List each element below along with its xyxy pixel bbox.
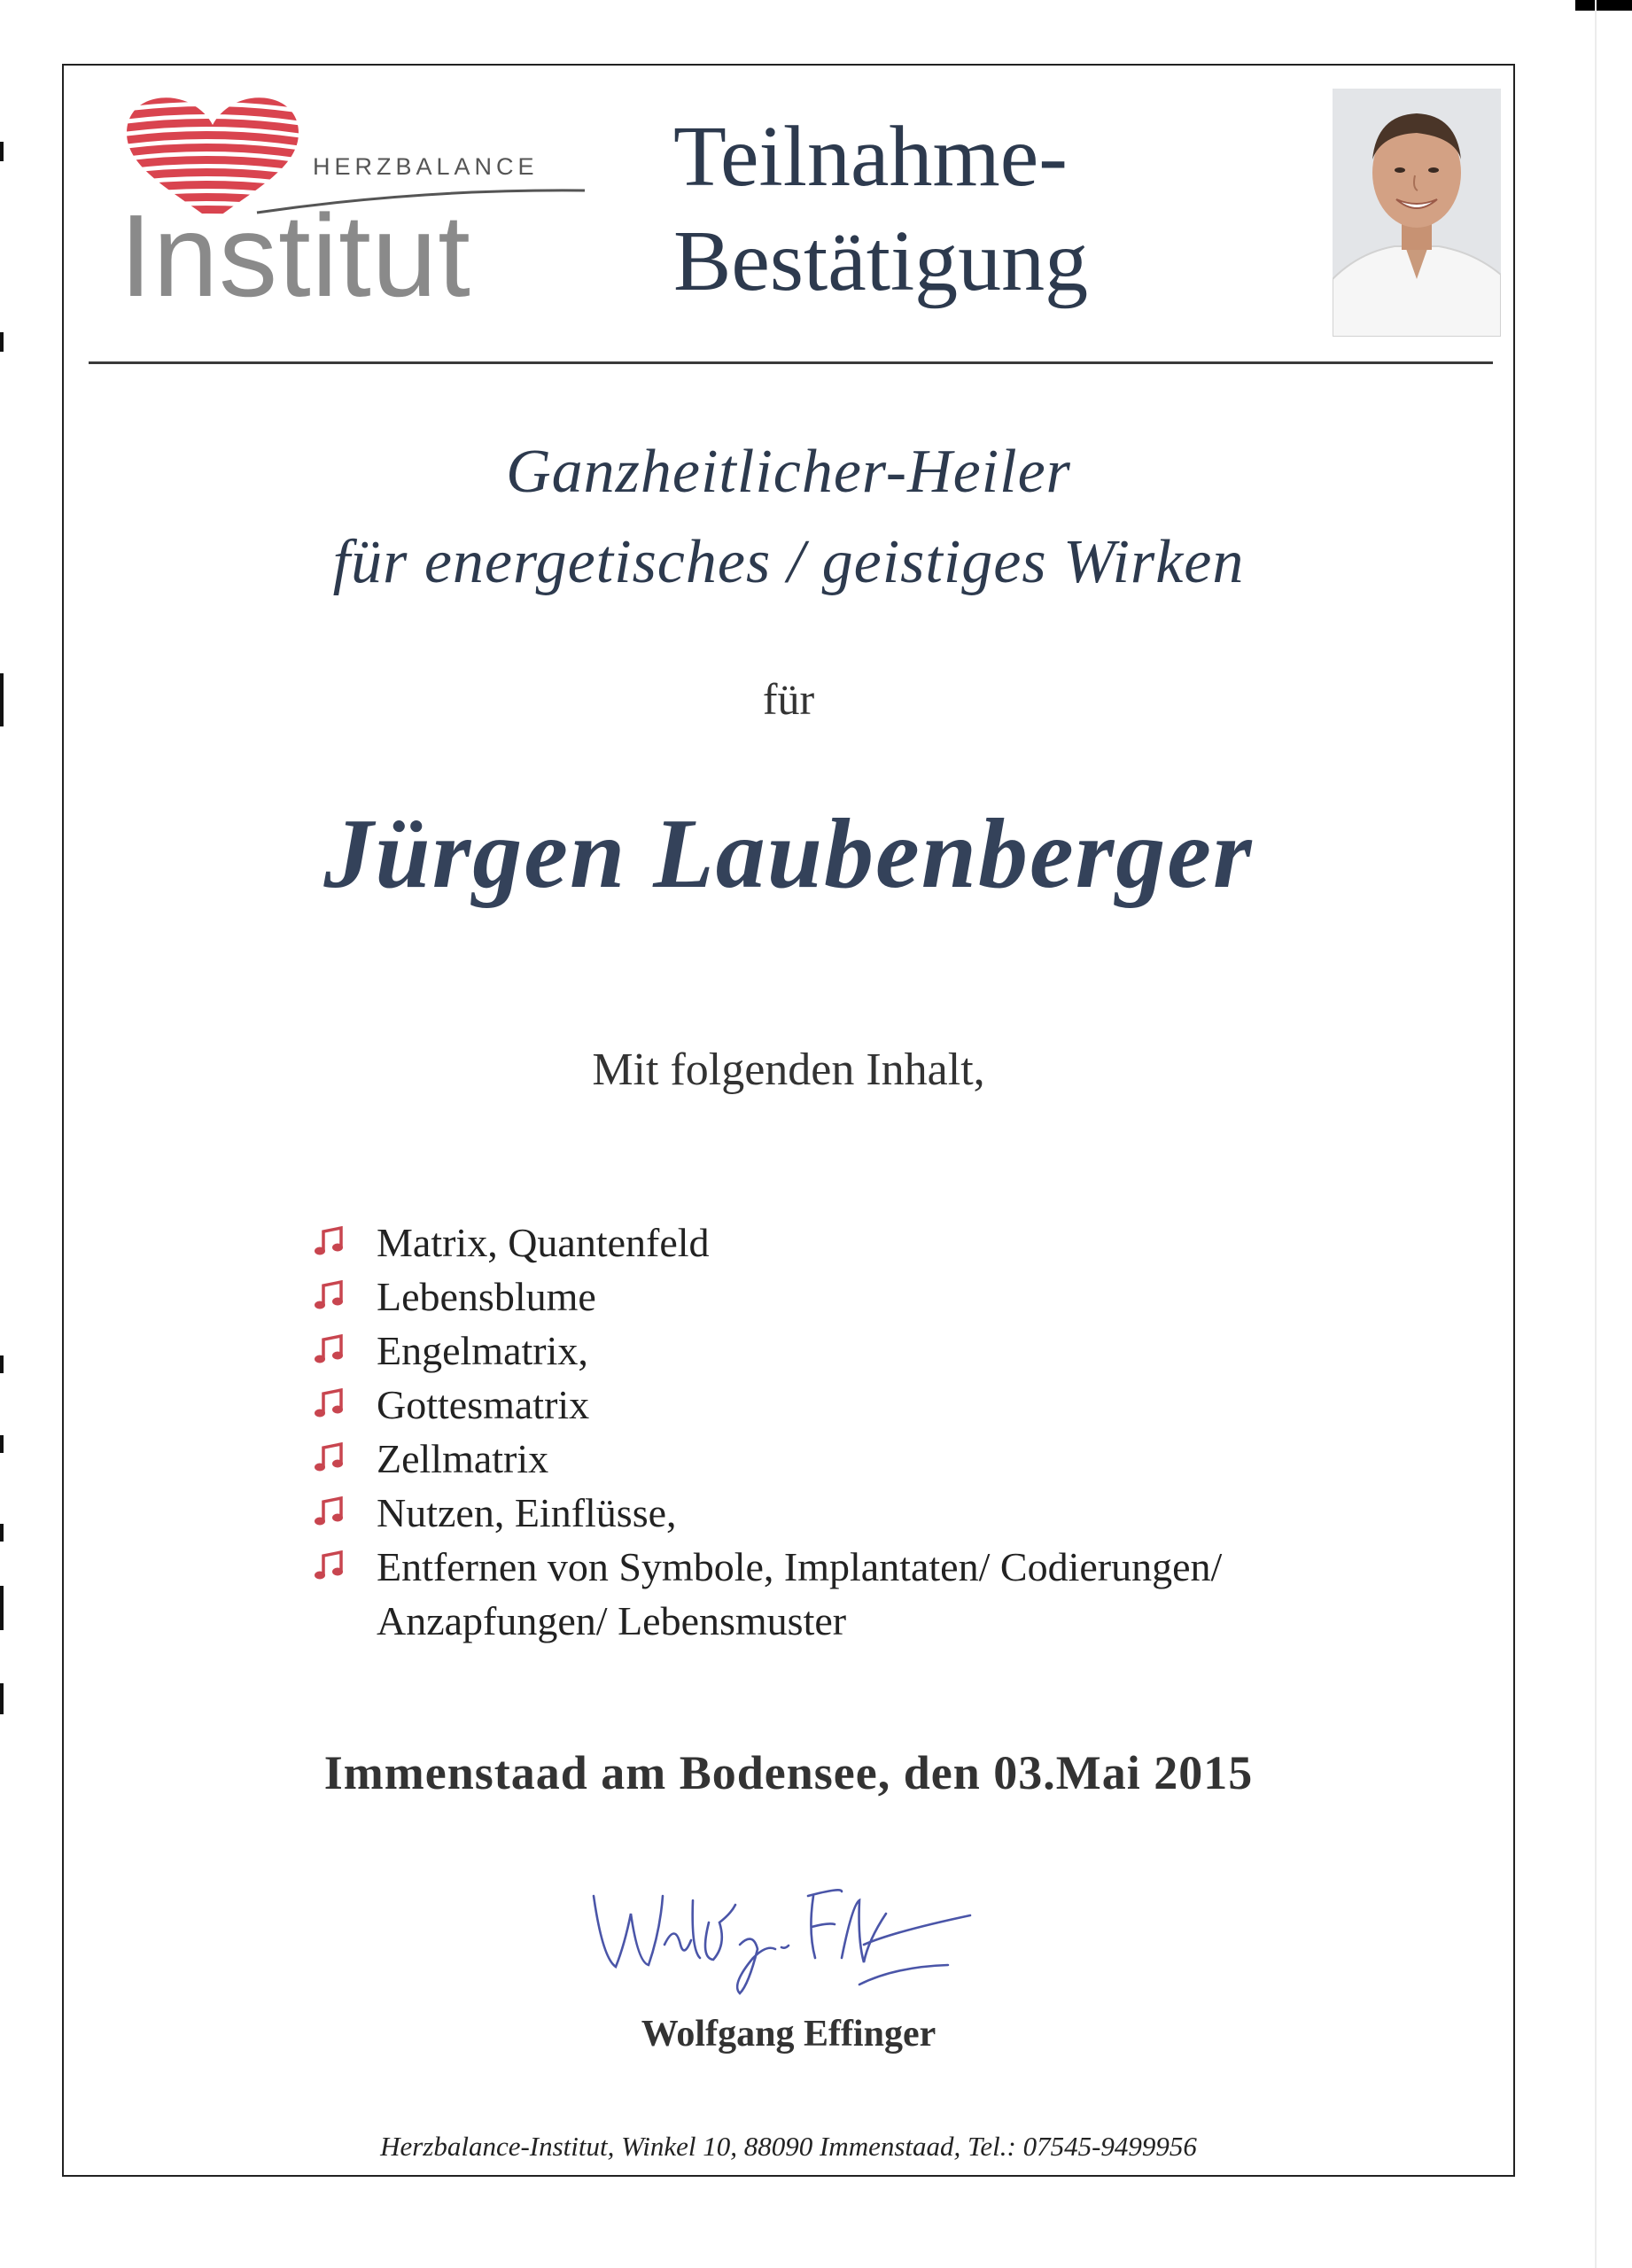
course-title-line-2: für energetisches / geistiges Wirken (332, 528, 1245, 596)
list-item (288, 1324, 1457, 1378)
list-item (288, 1270, 1457, 1324)
list-item (288, 1432, 1457, 1486)
signer-name: Wolfgang Effinger (641, 2014, 936, 2054)
course-title-line-1: Ganzheitlicher-Heiler (506, 438, 1071, 506)
title-line-2: Bestätigung (673, 214, 1089, 309)
document-title (673, 105, 1240, 314)
scan-mark (0, 1435, 4, 1453)
page-edge (1595, 0, 1597, 2268)
scan-mark (0, 673, 4, 726)
content-intro: Mit folgenden Inhalt, (592, 1045, 985, 1095)
footer-address: Herzbalance-Institut, Winkel 10, 88090 Immenstaad, Tel.: 07545-9499956 (380, 2131, 1197, 2162)
list-item (288, 1216, 1457, 1270)
list-item (288, 1378, 1457, 1432)
music-note-icon (288, 1550, 377, 1582)
topic-text: Nutzen, Einflüsse, (377, 1490, 677, 1535)
list-item (288, 1486, 1457, 1540)
scan-mark (0, 1586, 4, 1630)
music-note-icon (288, 1496, 377, 1528)
scan-mark (0, 1683, 4, 1714)
list-item-continuation (288, 1594, 1457, 1648)
scan-mark (0, 142, 4, 161)
portrait-photo (1333, 89, 1501, 337)
music-note-icon (288, 1226, 377, 1258)
music-note-icon (288, 1334, 377, 1366)
recipient-name: Jürgen Laubenberger (323, 799, 1254, 909)
topic-text: Zellmatrix (377, 1436, 549, 1481)
title-line-1: Teilnahme- (673, 109, 1068, 205)
scan-mark (0, 1355, 4, 1373)
topic-text: Lebensblume (377, 1274, 596, 1319)
music-note-icon (288, 1280, 377, 1312)
herzbalance-logo (120, 93, 598, 323)
music-note-icon (288, 1442, 377, 1474)
place-and-date: Immenstaad am Bodensee, den 03.Mai 2015 (323, 1746, 1254, 1799)
scan-corner-mark (1575, 0, 1632, 11)
topic-text: Engelmatrix, (377, 1328, 588, 1373)
handwritten-signature (576, 1860, 1001, 2002)
list-item (288, 1540, 1457, 1594)
topic-text: Entfernen von Symbole, Implantaten/ Codierungen/ (377, 1544, 1223, 1589)
for-label: für (762, 674, 815, 724)
topic-text: Matrix, Quantenfeld (377, 1220, 710, 1265)
topic-text: Gottesmatrix (377, 1382, 590, 1427)
header-divider (89, 361, 1493, 364)
topics-list (288, 1216, 1457, 1648)
scan-mark (0, 332, 4, 352)
logo-brand-large: Institut (120, 190, 471, 321)
scan-mark (0, 1524, 4, 1542)
topic-text: Anzapfungen/ Lebensmuster (377, 1598, 847, 1643)
music-note-icon (288, 1388, 377, 1420)
logo-brand-small: HERZBALANCE (313, 153, 539, 180)
